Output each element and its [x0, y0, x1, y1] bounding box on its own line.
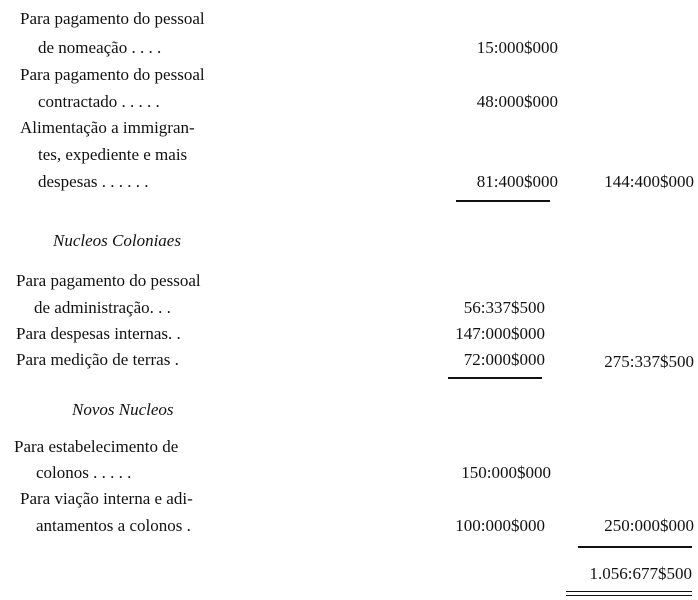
- subtotal-rule: [448, 377, 542, 379]
- item-5-line-1: Para despesas internas. .: [16, 324, 181, 343]
- item-4-line-2: de administração. . .: [34, 298, 171, 317]
- subtotal-rule: [578, 546, 692, 548]
- grand-total-amount: 1.056:677$500: [589, 564, 692, 583]
- item-3-line-3: despesas . . . . . .: [38, 172, 149, 191]
- item-2-line-1: Para pagamento do pessoal: [20, 65, 205, 84]
- item-1-line-2: de nomeação . . . .: [38, 38, 162, 57]
- grand-total-double-rule: [566, 591, 692, 596]
- subtotal-rule: [456, 200, 550, 202]
- item-6-amount: 72:000$000: [463, 350, 545, 369]
- subtotal-amount: 275:337$500: [604, 352, 694, 371]
- item-7-line-2: colonos . . . . .: [36, 463, 132, 482]
- section-title-novos-nucleos: Novos Nucleos: [72, 400, 174, 419]
- item-8-line-1: Para viação interna e adi-: [20, 489, 193, 508]
- subtotal-amount: 250:000$000: [604, 516, 694, 535]
- item-1-amount: 15:000$000: [476, 38, 558, 57]
- item-2-line-2: contractado . . . . .: [38, 92, 160, 111]
- subtotal-amount: 144:400$000: [604, 172, 694, 191]
- item-7-amount: 150:000$000: [461, 463, 551, 482]
- item-5-amount: 147:000$000: [455, 324, 545, 343]
- item-7-line-1: Para estabelecimento de: [14, 437, 179, 456]
- item-8-amount: 100:000$000: [455, 516, 545, 535]
- item-4-line-1: Para pagamento do pessoal: [16, 271, 201, 290]
- item-4-amount: 56:337$500: [463, 298, 545, 317]
- item-3-line-2: tes, expediente e mais: [38, 145, 188, 164]
- section-title-nucleos-coloniaes: Nucleos Coloniaes: [53, 231, 181, 250]
- item-8-line-2: antamentos a colonos .: [36, 516, 191, 535]
- item-6-line-1: Para medição de terras .: [16, 350, 179, 369]
- item-3-line-1: Alimentação a immigran-: [20, 118, 195, 137]
- item-1-line-1: Para pagamento do pessoal: [20, 9, 205, 28]
- item-3-amount: 81:400$000: [476, 172, 558, 191]
- item-2-amount: 48:000$000: [476, 92, 558, 111]
